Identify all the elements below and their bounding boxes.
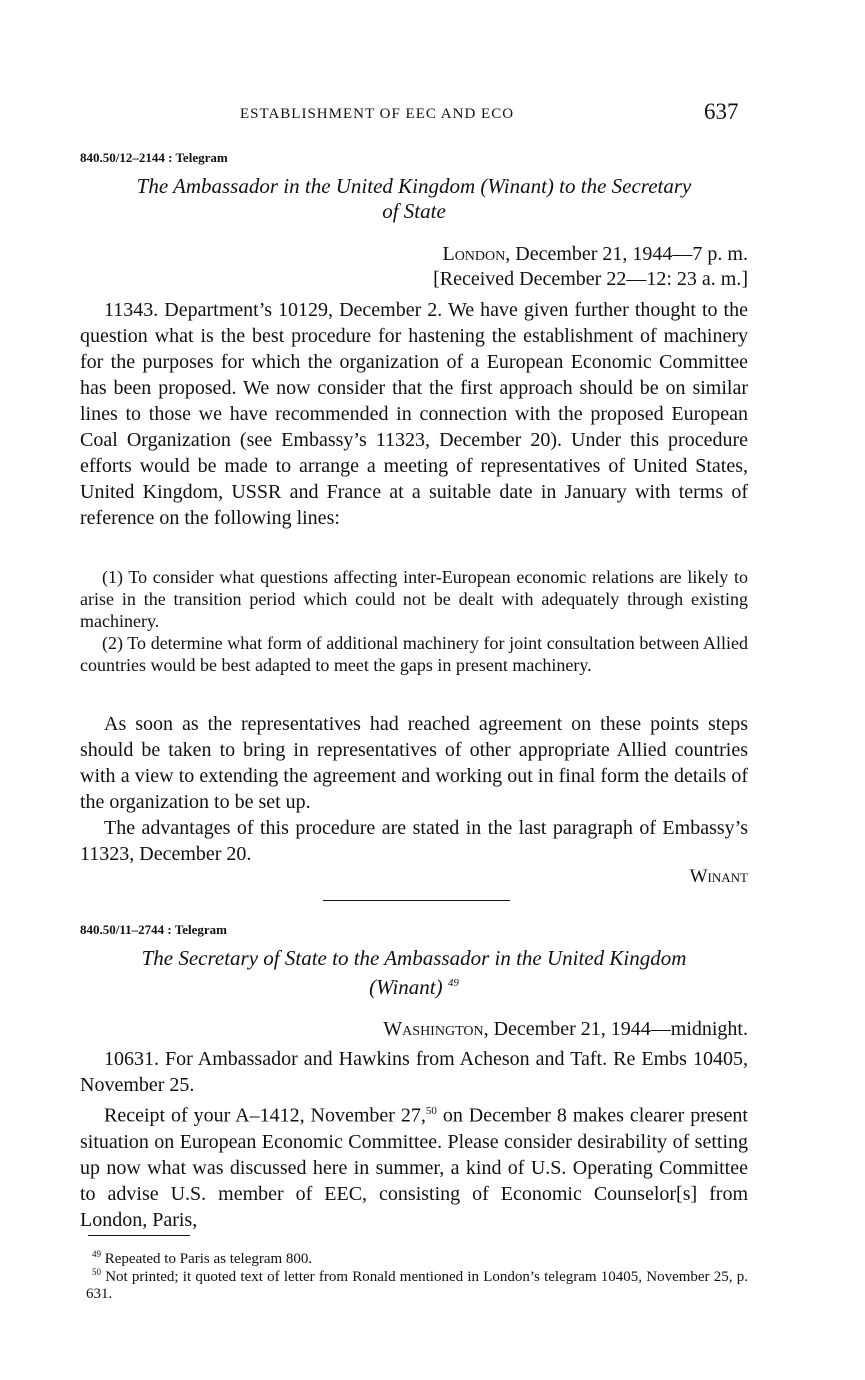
footnote-text: Repeated to Paris as telegram 800.	[101, 1251, 313, 1267]
title-line: The Secretary of State to the Ambassador in the United Kingdom	[141, 946, 687, 970]
received-line: [Received December 22—12: 23 a. m.]	[433, 268, 748, 290]
dateline-2	[383, 1016, 748, 1042]
term-of-reference-1: (1) To consider what questions affecting inter-European economic relations are likely to arise in the transition period which could not be dealt with adequately through existing machinery.	[80, 567, 748, 631]
signature: Winant	[689, 866, 748, 887]
paragraph	[80, 1098, 748, 1233]
footnote-mark: 50	[92, 1267, 101, 1277]
title-text: (Winant)	[369, 975, 443, 999]
footnote-ref: 49	[447, 977, 459, 989]
document-title-1	[80, 174, 748, 224]
document-title-2	[80, 946, 748, 1000]
file-reference-2: 840.50/11–2744 : Telegram	[80, 922, 227, 937]
dateline-place: London	[442, 243, 506, 265]
paragraph: The advantages of this procedure are stated in the last paragraph of Embassy’s 11323, December 20.	[80, 817, 748, 865]
running-head: ESTABLISHMENT OF EEC AND ECO	[240, 106, 515, 122]
paragraph-text: on December 8 makes clearer present situation on European Economic Committee. Please consider desirability of setting up now what was discussed here in summer, a kind of U.S. Operating Committee to advise U.S. member of EEC, consisting of Economic Counselor[s] from London, Paris,	[80, 1104, 748, 1231]
paragraph: 11343. Department’s 10129, December 2. We have given further thought to the question what is the best procedure for hastening the establishment of machinery for the purposes for which the organization of a European Economic Committee has been proposed. We now consider that the first approach should be on similar lines to those we have recommended in connection with the proposed European Coal Organization (see Embassy’s 11323, December 20). Under this procedure efforts would be made to arrange a meeting of representatives of United States, United Kingdom, USSR and France at a suitable date in January with terms of reference on the following lines:	[80, 299, 748, 529]
section-divider	[323, 900, 510, 901]
title-line	[80, 971, 748, 1000]
title-line: of State	[382, 199, 446, 223]
footnote	[86, 1264, 748, 1303]
footnote-mark: 49	[92, 1249, 101, 1259]
footnote-ref: 50	[425, 1105, 437, 1117]
paragraph: 10631. For Ambassador and Hawkins from Acheson and Taft. Re Embs 10405, November 25.	[80, 1048, 748, 1096]
paragraph: As soon as the representatives had reached agreement on these points steps should be taken to bring in representatives of other appropriate Allied countries with a view to extending the agreement and working out in final form the details of the organization to be set up.	[80, 713, 748, 813]
title-line: The Ambassador in the United Kingdom (Winant) to the Secretary	[136, 174, 692, 198]
page-number: 637	[704, 99, 739, 124]
dateline-1	[442, 241, 748, 267]
dateline-date: , December 21, 1944—midnight.	[483, 1018, 748, 1040]
term-of-reference-2: (2) To determine what form of additional machinery for joint consultation between Allied countries would be best adapted to meet the gaps in present machinery.	[80, 633, 748, 675]
dateline-date: , December 21, 1944—7 p. m.	[505, 243, 748, 265]
dateline-place: Washington	[383, 1018, 484, 1040]
footnote-divider	[88, 1235, 190, 1236]
file-reference-1: 840.50/12–2144 : Telegram	[80, 150, 228, 165]
paragraph-text: Receipt of your A–1412, November 27,	[104, 1104, 426, 1127]
footnote-text: Not printed; it quoted text of letter from Ronald mentioned in London’s telegram 10405, November 25, p. 631.	[86, 1269, 748, 1302]
